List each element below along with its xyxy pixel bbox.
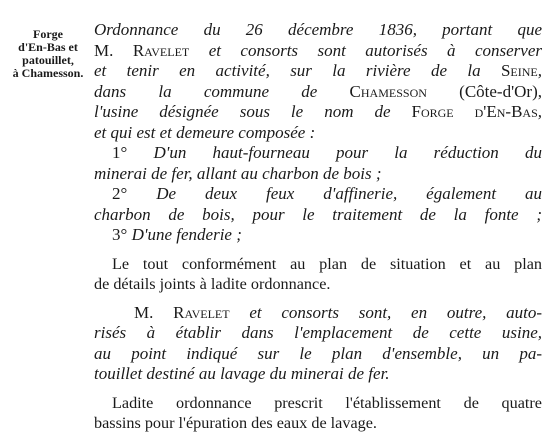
ordonnance-text: Ordonnance du 26 décembre 1836, portant que xyxy=(94,20,542,39)
usine-name: Forge d'En-Bas xyxy=(411,102,538,121)
ordonnance-line xyxy=(94,41,542,62)
ordonnance-text: et consorts sont autorisés à conserver xyxy=(189,40,542,60)
list-item-2-cont xyxy=(94,205,542,226)
paragraph-3-line xyxy=(94,323,542,344)
ordonnance-line xyxy=(94,61,542,82)
list-number: 2° xyxy=(112,184,157,203)
person-name: Ravelet xyxy=(173,302,230,322)
paragraph-3-line xyxy=(94,344,542,365)
list-text: charbon de bois, pour le traitement de la fonte ; xyxy=(94,204,542,224)
margin-note-line: Forge xyxy=(33,27,63,41)
river-name: Seine xyxy=(500,61,538,80)
paragraph-text: risés à établir dans l'emplacement de cette usine, xyxy=(94,323,542,342)
ordonnance-text: , xyxy=(537,102,542,121)
list-item-1 xyxy=(94,143,542,164)
ordonnance-text: , xyxy=(537,61,542,80)
paragraph-text: bassins pour l'épuration des eaux de lavage. xyxy=(94,414,377,432)
ordonnance-text: et qui est et demeure composée : xyxy=(94,122,316,142)
ordonnance-text: M. xyxy=(94,40,133,60)
paragraph-text: Le tout conformément au plan de situation et au plan xyxy=(112,254,542,273)
document-body xyxy=(94,20,542,434)
ordonnance-text: l'usine désignée sous le nom de xyxy=(94,102,412,121)
paragraph-4-line xyxy=(94,413,542,434)
ordonnance-line xyxy=(94,82,542,103)
ordonnance-text: et tenir en activité, sur la rivière de la xyxy=(94,61,501,80)
person-name: Ravelet xyxy=(132,40,190,60)
paragraph-3-line xyxy=(94,303,542,324)
list-text: minerai de fer, allant au charbon de bois ; xyxy=(94,163,382,183)
paragraph-2-line xyxy=(94,254,542,275)
margin-note-line: à Chamesson. xyxy=(12,66,84,80)
paragraph-text: Ladite ordonnance prescrit l'établissement de quatre xyxy=(112,393,542,412)
list-number: 3° xyxy=(112,225,132,244)
ordonnance-line xyxy=(94,102,542,123)
department-name: (Côte-d'Or), xyxy=(426,81,543,101)
ordonnance-text: dans la commune de xyxy=(94,81,350,101)
ordonnance-line xyxy=(94,123,542,144)
list-text: D'un haut-fourneau pour la réduction du xyxy=(153,143,542,162)
paragraph-text: au point indiqué sur le plan d'ensemble, un pa- xyxy=(94,343,542,363)
margin-note-line: d'En-Bas et xyxy=(18,40,78,54)
list-number: 1° xyxy=(112,143,154,162)
paragraph-text: M. xyxy=(134,302,174,322)
list-text: De deux feux d'affinerie, également au xyxy=(156,184,542,203)
paragraph-text: de détails joints à ladite ordonnance. xyxy=(94,275,331,293)
margin-note-line: patouillet, xyxy=(22,53,74,67)
list-item-3 xyxy=(94,225,542,246)
paragraph-text: touillet destiné au lavage du minerai de fer. xyxy=(94,364,390,383)
list-item-2 xyxy=(94,184,542,205)
list-text: D'une fenderie ; xyxy=(131,225,242,244)
margin-note xyxy=(6,28,90,80)
paragraph-text: et consorts sont, en outre, auto- xyxy=(229,302,542,322)
list-item-1-cont xyxy=(94,164,542,185)
paragraph-4-line xyxy=(94,393,542,414)
paragraph-2-line xyxy=(94,274,542,295)
paragraph-3-line xyxy=(94,364,542,385)
ordonnance-line xyxy=(94,20,542,41)
commune-name: Chamesson xyxy=(349,81,427,101)
